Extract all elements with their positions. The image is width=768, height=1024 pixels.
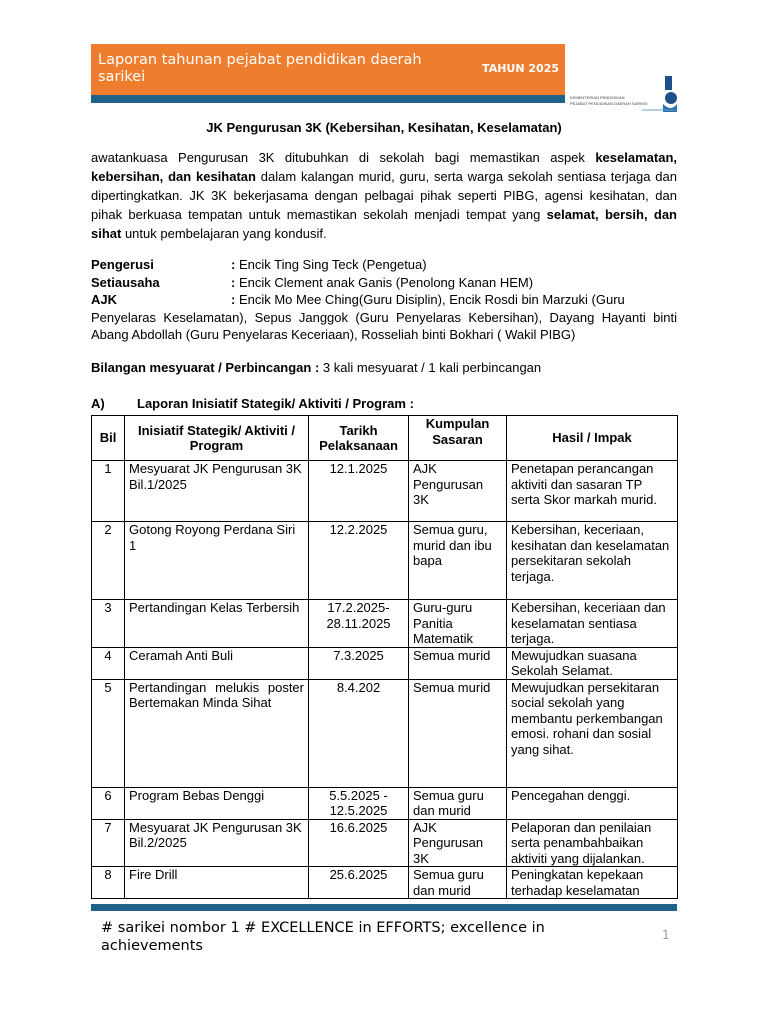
- chair-colon: :: [231, 257, 236, 272]
- cell-hasil: Mewujudkan suasana Sekolah Selamat.: [507, 647, 678, 679]
- report-title: Laporan tahunan pejabat pendidikan daerah sarikei: [98, 52, 422, 85]
- activity-table: [91, 415, 678, 899]
- cell-program: Ceramah Anti Buli: [125, 647, 309, 679]
- section-a-title: Laporan Inisiatif Stategik/ Aktiviti / Program :: [137, 396, 414, 411]
- table-row: [92, 787, 678, 819]
- ajk-value-1: Encik Mo Mee Ching(Guru Disiplin), Encik Rosdi bin Marzuki (Guru: [235, 292, 625, 307]
- meeting-value: 3 kali mesyuarat / 1 kali perbincangan: [319, 360, 542, 375]
- year-label: TAHUN 2025: [482, 62, 559, 75]
- cell-tarikh: 5.5.2025 - 12.5.2025: [309, 787, 409, 819]
- intro-bold-1: keselamatan, kebersihan, dan kesihatan: [91, 150, 677, 184]
- cell-tarikh: 25.6.2025: [309, 867, 409, 899]
- cell-program: Program Bebas Denggi: [125, 787, 309, 819]
- cell-hasil: Penetapan perancangan aktiviti dan sasaran TP serta Skor markah murid.: [507, 461, 678, 522]
- cell-bil: 3: [92, 600, 125, 648]
- table-row: [92, 679, 678, 787]
- cell-hasil: Kebersihan, keceriaan dan keselamatan sentiasa terjaga.: [507, 600, 678, 648]
- section-a-heading: [91, 396, 414, 411]
- header-hasil: Hasil / Impak: [507, 416, 678, 461]
- cell-bil: 4: [92, 647, 125, 679]
- cell-bil: 1: [92, 461, 125, 522]
- intro-text-2: dalam kalangan murid, guru, serta warga sekolah sentiasa terjaga dan dipertingkatkan. JK 3K bekerjasama dengan pelbagai pihak seperti PIBG, agensi kesihatan, dan pihak berkuasa tempatan untuk memastikan sekolah menjadi tempat yang: [91, 169, 677, 222]
- cell-hasil: Mewujudkan persekitaran social sekolah yang membantu perkembangan emosi. rohani dan sosial yang sihat.: [507, 679, 678, 787]
- cell-sasaran: Semua guru dan murid: [409, 787, 507, 819]
- footer-motto: # sarikei nombor 1 # EXCELLENCE in EFFORTS; excellence in achievements: [101, 920, 545, 954]
- secretary-colon: :: [231, 274, 236, 290]
- ministry-logo: [566, 72, 678, 112]
- cell-program: Gotong Royong Perdana Siri 1: [125, 522, 309, 600]
- chair-row: [91, 256, 677, 274]
- cell-bil: 7: [92, 819, 125, 867]
- cell-tarikh: 16.6.2025: [309, 819, 409, 867]
- intro-bold-2: selamat, bersih, dan sihat: [91, 207, 677, 241]
- logo-line-2: PEJABAT PENDIDIKAN DAERAH SARIKEI: [570, 101, 648, 106]
- cell-sasaran: AJK Pengurusan 3K: [409, 819, 507, 867]
- cell-hasil: Peningkatan kepekaan terhadap keselamatan: [507, 867, 678, 899]
- secretary-value: Encik Clement anak Ganis (Penolong Kanan HEM): [235, 274, 534, 290]
- ajk-value-2: Penyelaras Keselamatan), Sepus Janggok (Guru Penyelaras Kebersihan), Dayang Hayanti binti Abang Abdollah (Guru Penyelaras Keceriaan), Rosseliah binti Bokhari ( Wakil PIBG): [91, 309, 677, 342]
- footer-band: [91, 904, 677, 911]
- logo-emblem-icon: [641, 74, 677, 112]
- intro-paragraph: [91, 148, 677, 243]
- table-row: [92, 867, 678, 899]
- table-row: [92, 522, 678, 600]
- cell-tarikh: 12.1.2025: [309, 461, 409, 522]
- header-inisiatif: Inisiatif Stategik/ Aktiviti / Program: [125, 416, 309, 461]
- committee-list: [91, 256, 677, 344]
- header-band: [91, 95, 565, 103]
- meeting-count: [91, 360, 541, 375]
- cell-bil: 2: [92, 522, 125, 600]
- cell-hasil: Pencegahan denggi.: [507, 787, 678, 819]
- meeting-label: Bilangan mesyuarat / Perbincangan :: [91, 360, 320, 375]
- document-title: JK Pengurusan 3K (Kebersihan, Kesihatan, Keselamatan): [206, 120, 562, 135]
- cell-program: Pertandingan melukis poster Bertemakan Minda Sihat: [125, 679, 309, 787]
- page-number: 1: [662, 928, 670, 942]
- header-tarikh: Tarikh Pelaksanaan: [309, 416, 409, 461]
- header-kumpulan: Kumpulan Sasaran: [409, 416, 507, 461]
- table-row: [92, 600, 678, 648]
- header-banner: [91, 44, 565, 95]
- cell-tarikh: 17.2.2025- 28.11.2025: [309, 600, 409, 648]
- ajk-label: AJK: [91, 292, 118, 307]
- cell-hasil: Kebersihan, keceriaan, kesihatan dan keselamatan persekitaran sekolah terjaga.: [507, 522, 678, 600]
- table-row: [92, 461, 678, 522]
- intro-text-1: awatankuasa Pengurusan 3K ditubuhkan di sekolah bagi memastikan aspek: [91, 150, 596, 165]
- chair-value: Encik Ting Sing Teck (Pengetua): [235, 257, 427, 272]
- ajk-colon: :: [231, 292, 236, 307]
- cell-sasaran: AJK Pengurusan 3K: [409, 461, 507, 522]
- ajk-row: [91, 291, 677, 309]
- section-a-letter: A): [91, 396, 105, 411]
- cell-sasaran: Semua murid: [409, 679, 507, 787]
- table-row: [92, 647, 678, 679]
- header-bil: Bil: [92, 416, 125, 461]
- secretary-row: [91, 274, 677, 292]
- cell-program: Mesyuarat JK Pengurusan 3K Bil.2/2025: [125, 819, 309, 867]
- cell-program: Pertandingan Kelas Terbersih: [125, 600, 309, 648]
- intro-text-3: untuk pembelajaran yang kondusif.: [121, 226, 327, 241]
- cell-bil: 5: [92, 679, 125, 787]
- cell-program: Fire Drill: [125, 867, 309, 899]
- cell-sasaran: Semua guru, murid dan ibu bapa: [409, 522, 507, 600]
- logo-line-1: KEMENTERIAN PENDIDIKAN: [570, 95, 625, 100]
- cell-program: Mesyuarat JK Pengurusan 3K Bil.1/2025: [125, 461, 309, 522]
- cell-tarikh: 8.4.202: [309, 679, 409, 787]
- table-row: [92, 819, 678, 867]
- chair-label: Pengerusi: [91, 257, 154, 272]
- cell-sasaran: Guru-guru Panitia Matematik: [409, 600, 507, 648]
- secretary-label: Setiausaha: [91, 274, 160, 290]
- table-header-row: [92, 416, 678, 461]
- cell-bil: 8: [92, 867, 125, 899]
- cell-hasil: Pelaporan dan penilaian serta penambahbaikan aktiviti yang dijalankan.: [507, 819, 678, 867]
- cell-sasaran: Semua guru dan murid: [409, 867, 507, 899]
- cell-sasaran: Semua murid: [409, 647, 507, 679]
- cell-tarikh: 7.3.2025: [309, 647, 409, 679]
- cell-bil: 6: [92, 787, 125, 819]
- cell-tarikh: 12.2.2025: [309, 522, 409, 600]
